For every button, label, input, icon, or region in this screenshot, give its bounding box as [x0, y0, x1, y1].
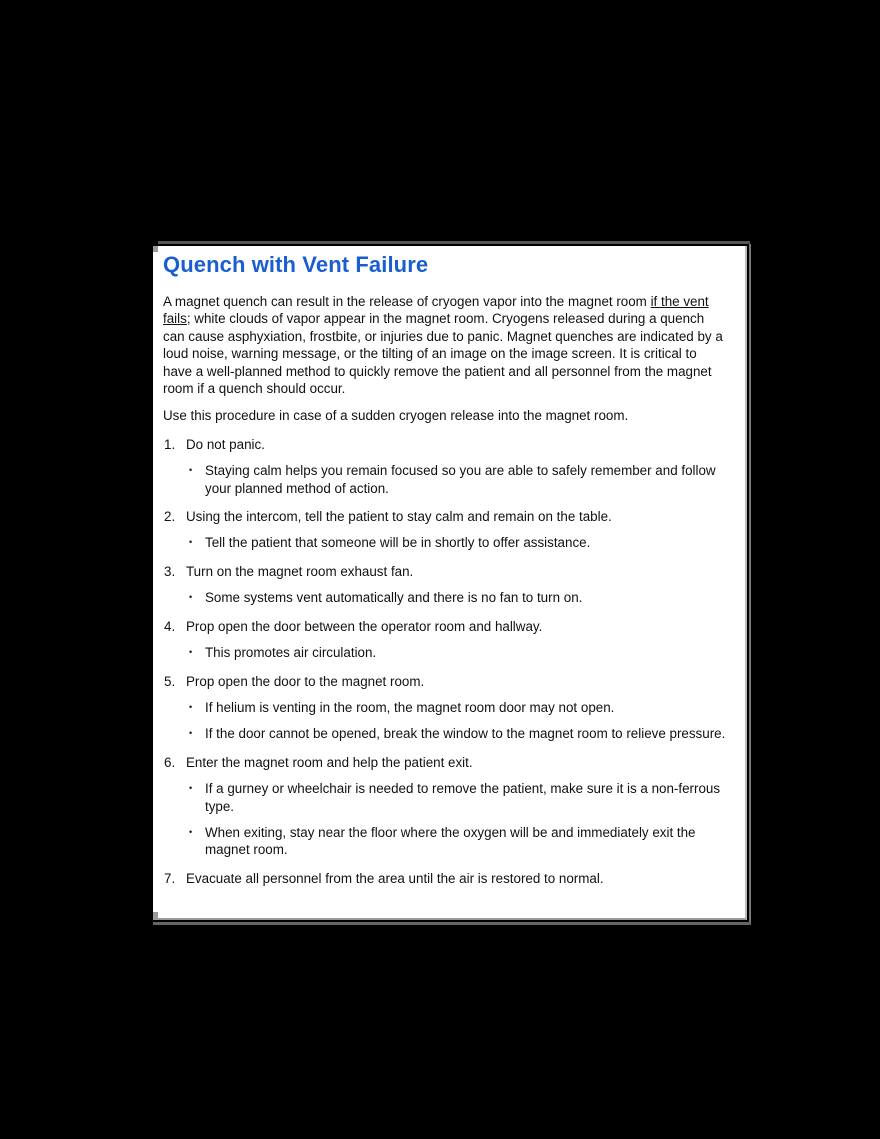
bullet-text: Tell the patient that someone will be in shortly to offer assistance.: [205, 535, 591, 551]
bullet-icon: •: [189, 826, 193, 837]
step-bullet: [186, 824, 729, 859]
step-7: [163, 870, 729, 887]
bullet-text: If the door cannot be opened, break the window to the magnet room to relieve pressure.: [205, 726, 726, 742]
step-bullet: [186, 780, 729, 815]
intro-text-2: ; white clouds of vapor appear in the magnet room. Cryogens released during a quench can cause asphyxiation, frostbite, or injuries due to panic. Magnet quenches are indicated by a loud noise, warning message, or the tilting of an image on the image screen. It is critical to have a well-planned method to quickly remove the patient and all personnel from the magnet room if a quench should occur.: [163, 311, 723, 397]
step-bullet: [186, 462, 729, 497]
step-text: Enter the magnet room and help the patient exit.: [186, 754, 473, 770]
step-text: Do not panic.: [186, 436, 265, 452]
bullet-icon: •: [189, 465, 193, 476]
step-number: 4.: [164, 618, 176, 634]
bullet-icon: •: [189, 537, 193, 548]
step-6: [163, 754, 729, 859]
step-bullet: [186, 699, 729, 716]
page-right-border: [749, 244, 751, 924]
step-2: [163, 508, 729, 552]
step-number: 1.: [164, 436, 176, 452]
bullet-icon: •: [189, 728, 193, 739]
bullet-icon: •: [189, 783, 193, 794]
bullet-text: Staying calm helps you remain focused so you are able to safely remember and follow your planned method of action.: [205, 463, 716, 496]
step-3: [163, 563, 729, 607]
crop-mark-top: [153, 246, 158, 252]
step-number: 6.: [164, 754, 176, 770]
step-number: 5.: [164, 673, 176, 689]
step-text: Evacuate all personnel from the area until the air is restored to normal.: [186, 870, 604, 886]
step-5: [163, 673, 729, 743]
step-number: 2.: [164, 509, 176, 525]
bullet-icon: •: [189, 592, 193, 603]
step-number: 3.: [164, 563, 176, 579]
step-1: [163, 436, 729, 497]
crop-mark-bottom: [153, 912, 158, 918]
page-top-border: [158, 241, 750, 244]
step-bullet: [186, 725, 729, 742]
bullet-icon: •: [189, 647, 193, 658]
bullet-icon: •: [189, 701, 193, 712]
step-text: Prop open the door to the magnet room.: [186, 673, 425, 689]
page-bottom-border: [153, 922, 751, 925]
procedure-intro: Use this procedure in case of a sudden cryogen release into the magnet room.: [163, 408, 629, 424]
step-4: [163, 618, 729, 662]
step-text: Using the intercom, tell the patient to stay calm and remain on the table.: [186, 509, 612, 525]
step-text: Prop open the door between the operator room and hallway.: [186, 618, 543, 634]
bullet-text: This promotes air circulation.: [205, 645, 377, 661]
step-bullet: [186, 589, 729, 606]
bullet-text: Some systems vent automatically and there is no fan to turn on.: [205, 590, 583, 606]
bullet-text: If helium is venting in the room, the magnet room door may not open.: [205, 699, 615, 715]
step-text: Turn on the magnet room exhaust fan.: [186, 563, 414, 579]
bullet-text: If a gurney or wheelchair is needed to remove the patient, make sure it is a non-ferrous type.: [205, 781, 721, 814]
intro-underlined-text: if the vent fails: [163, 294, 709, 327]
intro-paragraph: [163, 293, 729, 397]
step-bullet: [186, 644, 729, 661]
step-bullet: [186, 534, 729, 551]
step-number: 7.: [164, 870, 176, 886]
document-page: [153, 246, 747, 920]
document-content: [163, 252, 729, 887]
bullet-text: When exiting, stay near the floor where the oxygen will be and immediately exit the magnet room.: [205, 824, 696, 858]
page-title: Quench with Vent Failure: [163, 252, 429, 277]
procedure-steps: [163, 436, 729, 887]
intro-text-1: A magnet quench can result in the release of cryogen vapor into the magnet room: [163, 294, 651, 309]
